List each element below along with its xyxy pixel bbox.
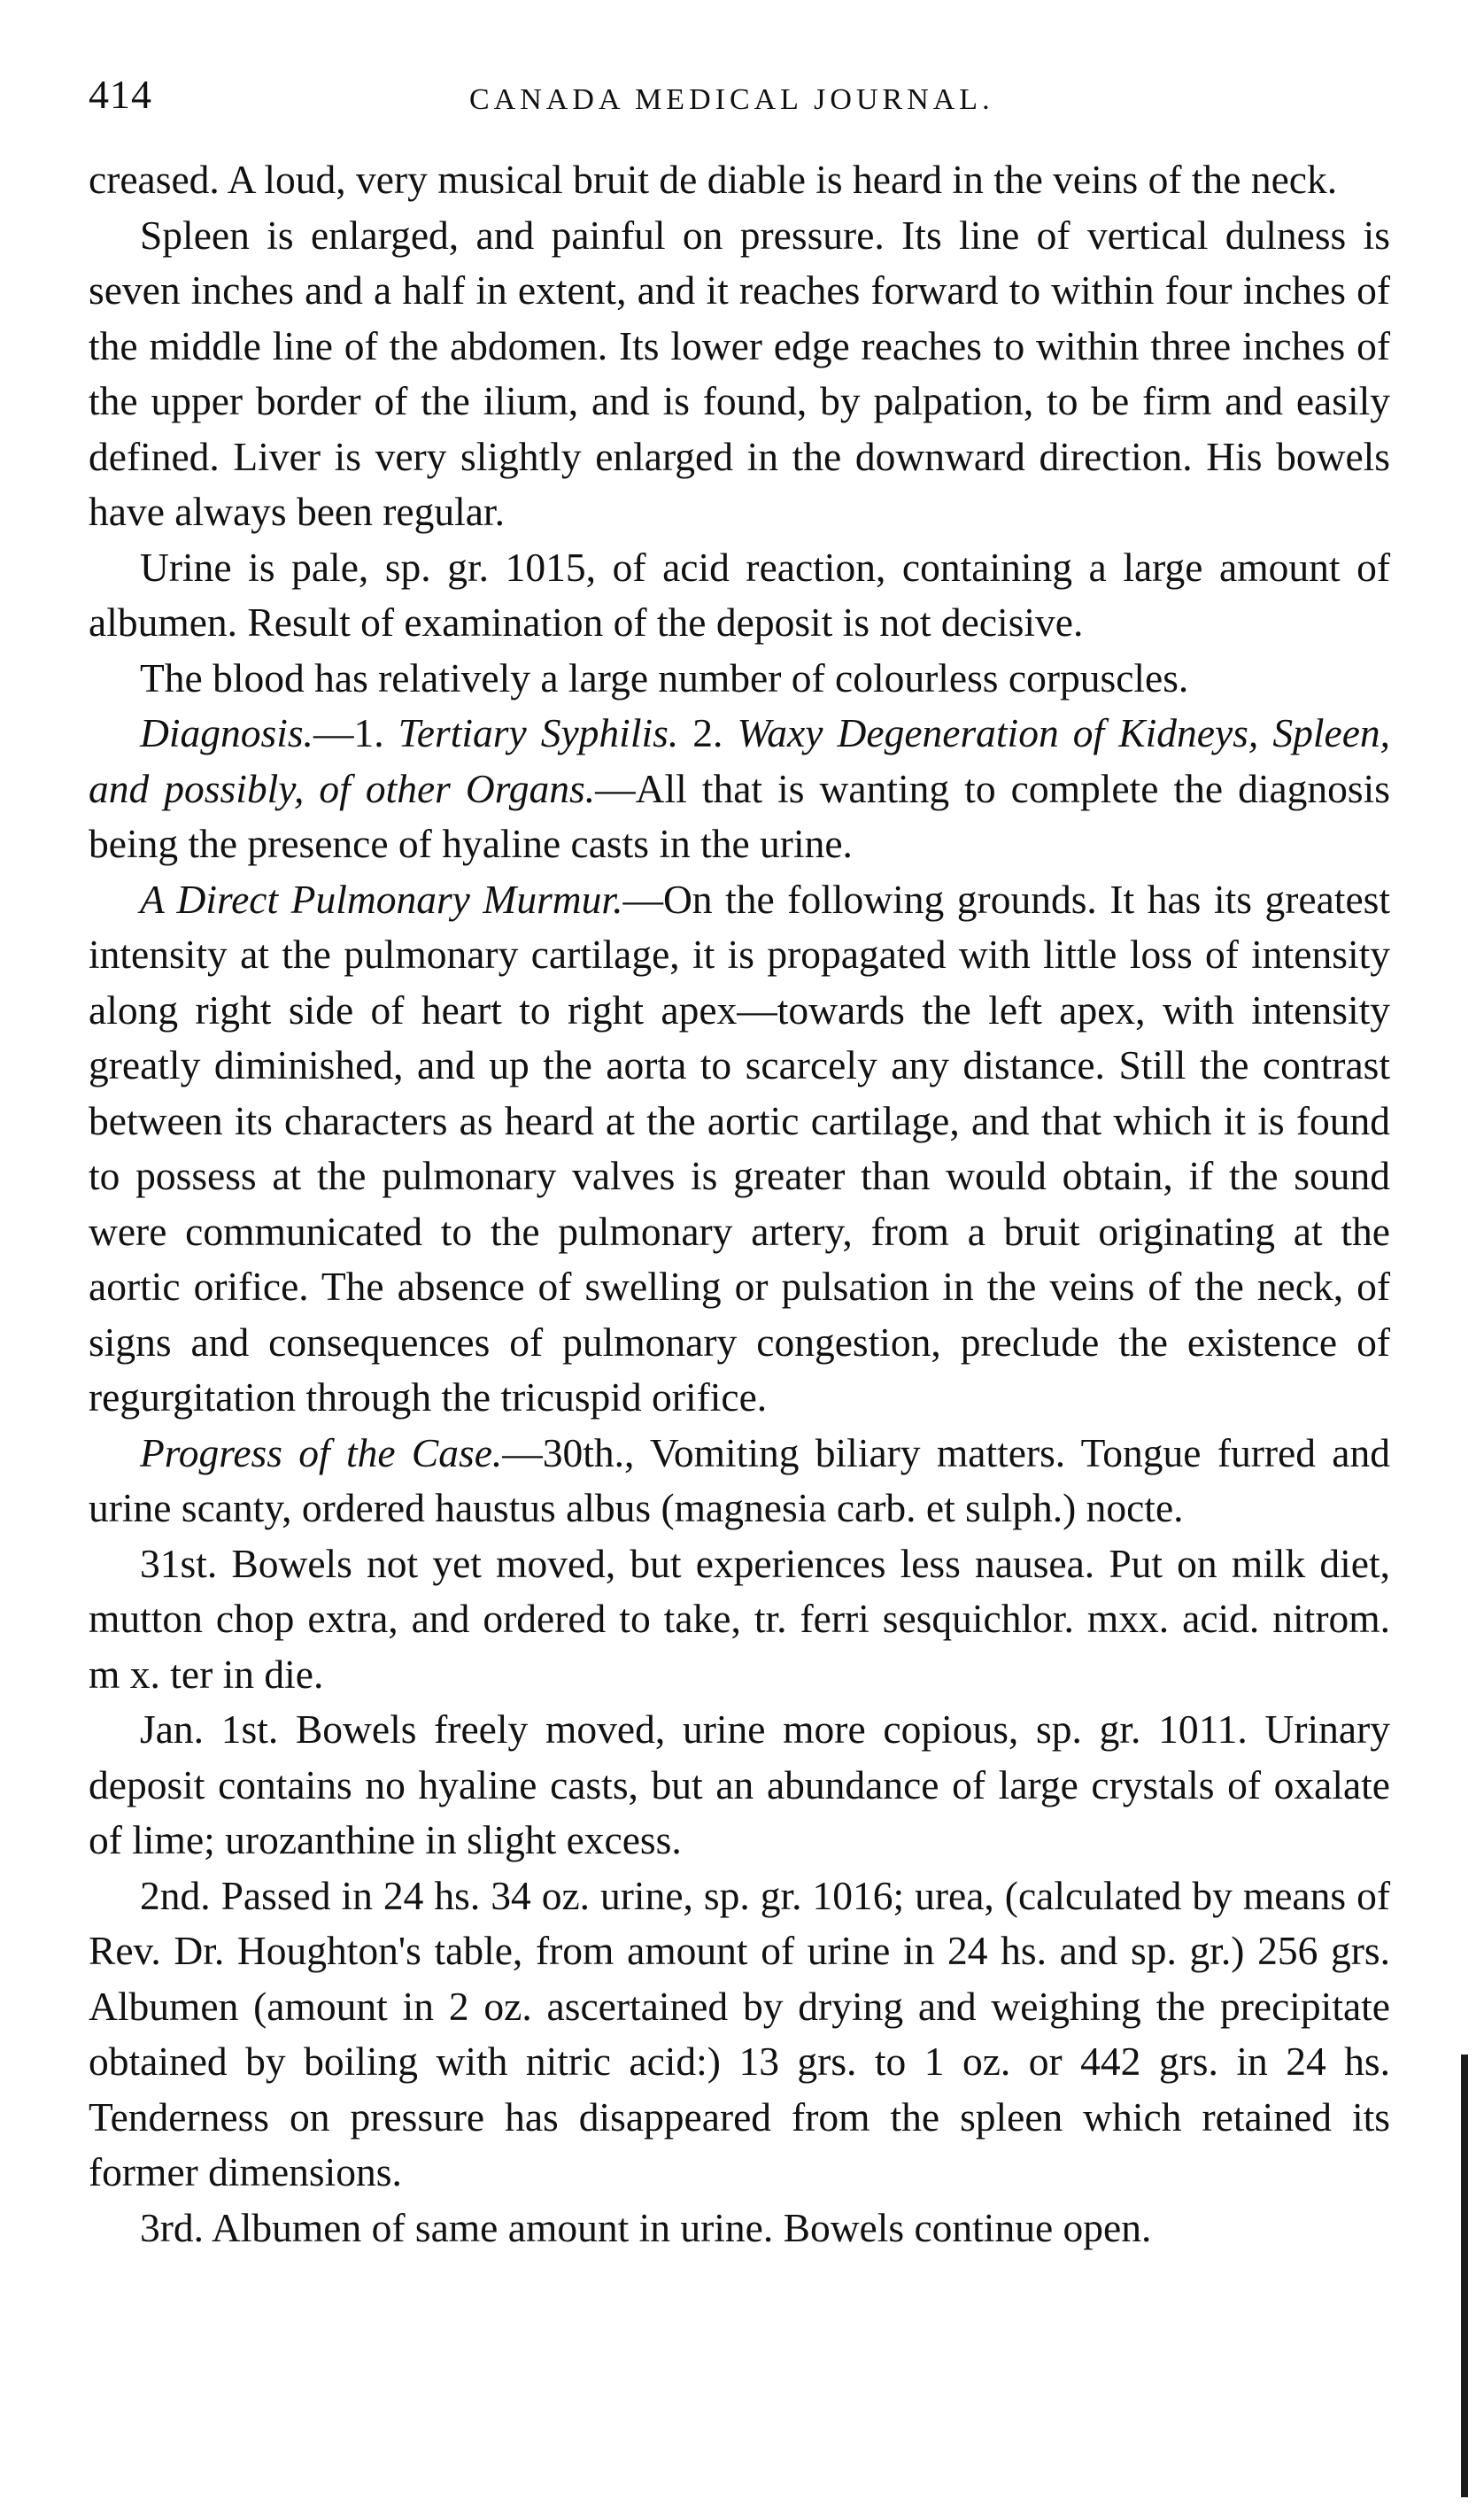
paragraph	[89, 2201, 1390, 2256]
paragraph	[89, 152, 1390, 208]
paragraph-text: creased. A loud, very musical bruit de diable is heard in the veins of the neck.	[89, 157, 1338, 202]
paragraph-text: 31st. Bowels not yet moved, but experiences less nausea. Put on milk diet, mutton chop extra, and ordered to take, tr. ferri sesquichlor. mxx. acid. nitrom. m x. ter in die.	[89, 1540, 1390, 1697]
running-title: CANADA MEDICAL JOURNAL.	[469, 83, 994, 116]
paragraph-text: —On the following grounds. It has its greatest intensity at the pulmonary cartilage, it is propagated with little loss of intensity along right side of heart to right apex—towards the left apex, with intensity greatly diminished, and up the aorta to scarcely any distance. Still the contrast between its characters as heard at the aortic cartilage, and that which it is found to possess at the pulmonary valves is greater than would obtain, if the sound were communicated to the pulmonary artery, from a bruit originating at the aortic orifice. The absence of swelling or pulsation in the veins of the neck, of signs and consequences of pulmonary congestion, preclude the existence of regurgitation through the tricuspid orifice.	[89, 876, 1390, 1420]
paragraph-text: 2.	[678, 710, 738, 755]
paragraph	[89, 1536, 1390, 1703]
paragraph-text: The blood has relatively a large number of colourless corpuscles.	[140, 654, 1189, 700]
paragraph	[89, 208, 1390, 540]
article-body	[89, 152, 1390, 2256]
page-edge-shadow	[1461, 2055, 1468, 2497]
paragraph	[89, 540, 1390, 651]
paragraph	[89, 872, 1390, 1426]
paragraph-text: —1.	[313, 710, 398, 755]
paragraph-text: Jan. 1st. Bowels freely moved, urine more copious, sp. gr. 1011. Urinary deposit contains no hyaline casts, but an abundance of large crystals of oxalate of lime; urozanthine in slight excess.	[89, 1706, 1390, 1862]
paragraph-text: 2nd. Passed in 24 hs. 34 oz. urine, sp. gr. 1016; urea, (calculated by means of Rev. Dr. Houghton's table, from amount of urine in 24 hs. and sp. gr.) 256 grs. Albumen (amount in 2 oz. ascertained by drying and weighing the precipitate obtained by boiling with nitric acid:) 13 grs. to 1 oz. or 442 grs. in 24 hs. Tenderness on pressure has disappeared from the spleen which retained its former dimensions.	[89, 1872, 1390, 2194]
italic-heading: A Direct Pulmonary Murmur.	[140, 876, 623, 922]
journal-page	[89, 62, 1390, 2256]
paragraph-text: —30th., Vomiting biliary matters. Tongue furred and urine scanty, ordered haustus albus (magnesia carb. et sulph.) nocte.	[89, 1429, 1390, 1530]
page-number: 414	[89, 72, 152, 117]
paragraph-text: —All that is wanting to complete the diagnosis being the presence of hyaline casts in the urine.	[89, 765, 1390, 866]
paragraph	[89, 706, 1390, 872]
paragraph-text: 3rd. Albumen of same amount in urine. Bowels continue open.	[140, 2204, 1152, 2250]
page-header	[89, 62, 1390, 133]
paragraph-text: Spleen is enlarged, and painful on pressure. Its line of vertical dulness is seven inches and a half in extent, and it reaches forward to within four inches of the middle line of the abdomen. Its lower edge reaches to within three inches of the upper border of the ilium, and is found, by palpation, to be firm and easily defined. Liver is very slightly enlarged in the downward direction. His bowels have always been regular.	[89, 212, 1390, 534]
italic-heading: Progress of the Case.	[140, 1429, 503, 1475]
paragraph	[89, 1426, 1390, 1536]
italic-heading: Tertiary Syphilis.	[398, 710, 679, 755]
paragraph	[89, 651, 1390, 707]
italic-heading: Diagnosis.	[140, 710, 313, 755]
italic-heading: Waxy Degeneration of Kidneys, Spleen, and possibly, of other Organs.	[89, 710, 1391, 811]
paragraph	[89, 1869, 1390, 2201]
paragraph-text: Urine is pale, sp. gr. 1015, of acid reaction, containing a large amount of albumen. Result of examination of the deposit is not decisive.	[89, 544, 1390, 645]
paragraph	[89, 1702, 1390, 1869]
